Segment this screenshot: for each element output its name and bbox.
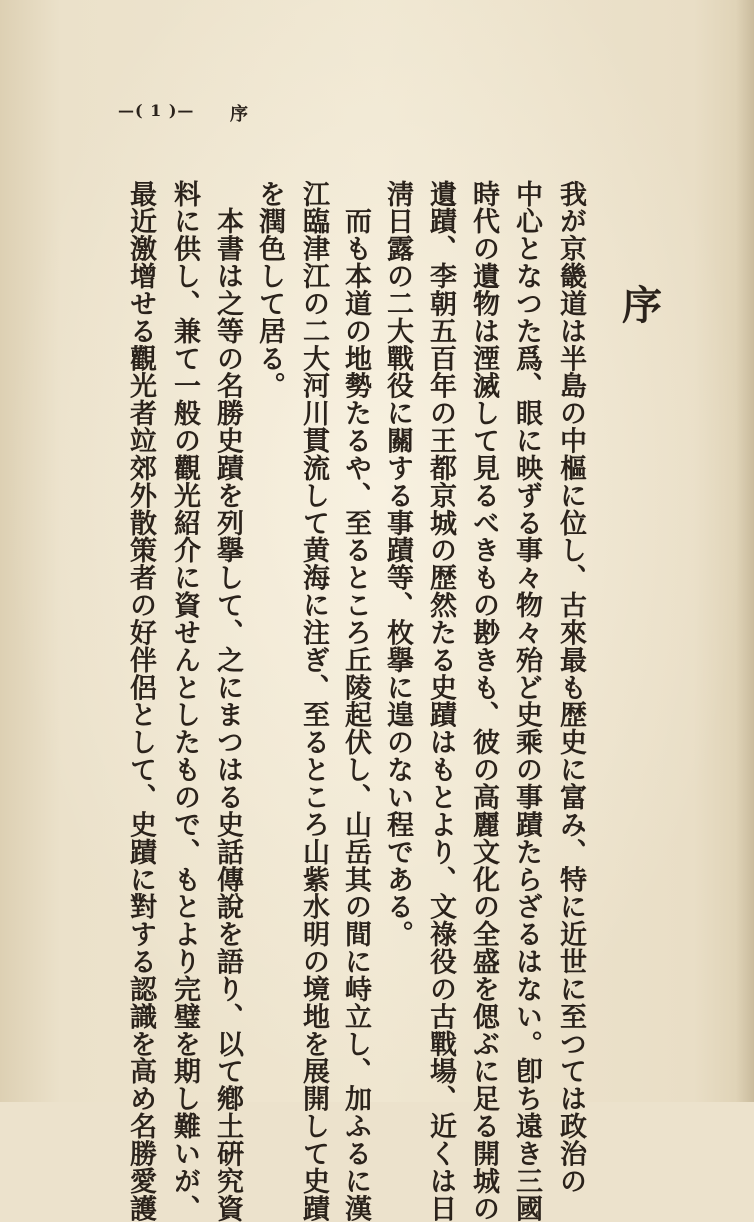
text-column-6: 而も本道の地勢たるや、至るところ丘陵起伏し、山岳其の間に峙立し、加ふるに漢	[340, 180, 371, 1222]
text-column-11: 最近激增せる觀光者竝郊外散策者の好伴侶として、史蹟に對する認識を高め名勝愛護	[125, 180, 156, 1222]
text-column-5: 淸日露の二大戰役に關する事蹟等、枚擧に遑のない程である。	[382, 180, 413, 948]
text-column-3: 時代の遺物は湮滅して見るべきもの尠きも、彼の高麗文化の全盛を偲ぶに足る開城の	[468, 180, 499, 1222]
text-column-8: を潤色して居る。	[254, 180, 285, 400]
text-column-1: 我が京畿道は半島の中樞に位し、古來最も歴史に富み、特に近世に至つては政治の	[555, 180, 586, 1195]
preface-title: 序	[622, 282, 662, 329]
text-column-7: 江臨津江の二大河川貫流して黄海に注ぎ、至るところ山紫水明の境地を展開して史蹟	[298, 180, 329, 1222]
running-header: 序	[230, 104, 248, 125]
page-spine-shadow	[736, 0, 754, 1102]
page-number: —( 1 )—	[118, 101, 195, 120]
text-column-4: 遺蹟、李朝五百年の王都京城の歴然たる史蹟はもとより、文祿役の古戰場、近くは日	[425, 180, 456, 1222]
text-column-2: 中心となつた爲、眼に映ずる事々物々殆ど史乘の事蹟たらざるはない。卽ち遠き三國	[511, 180, 542, 1222]
text-column-10: 料に供し、兼て一般の觀光紹介に資せんとしたもので、もとより完璧を期し難いが、	[169, 180, 200, 1222]
text-column-9: 本書は之等の名勝史蹟を列擧して、之にまつはる史話傳說を語り、以て鄕土硏究資	[212, 180, 243, 1222]
